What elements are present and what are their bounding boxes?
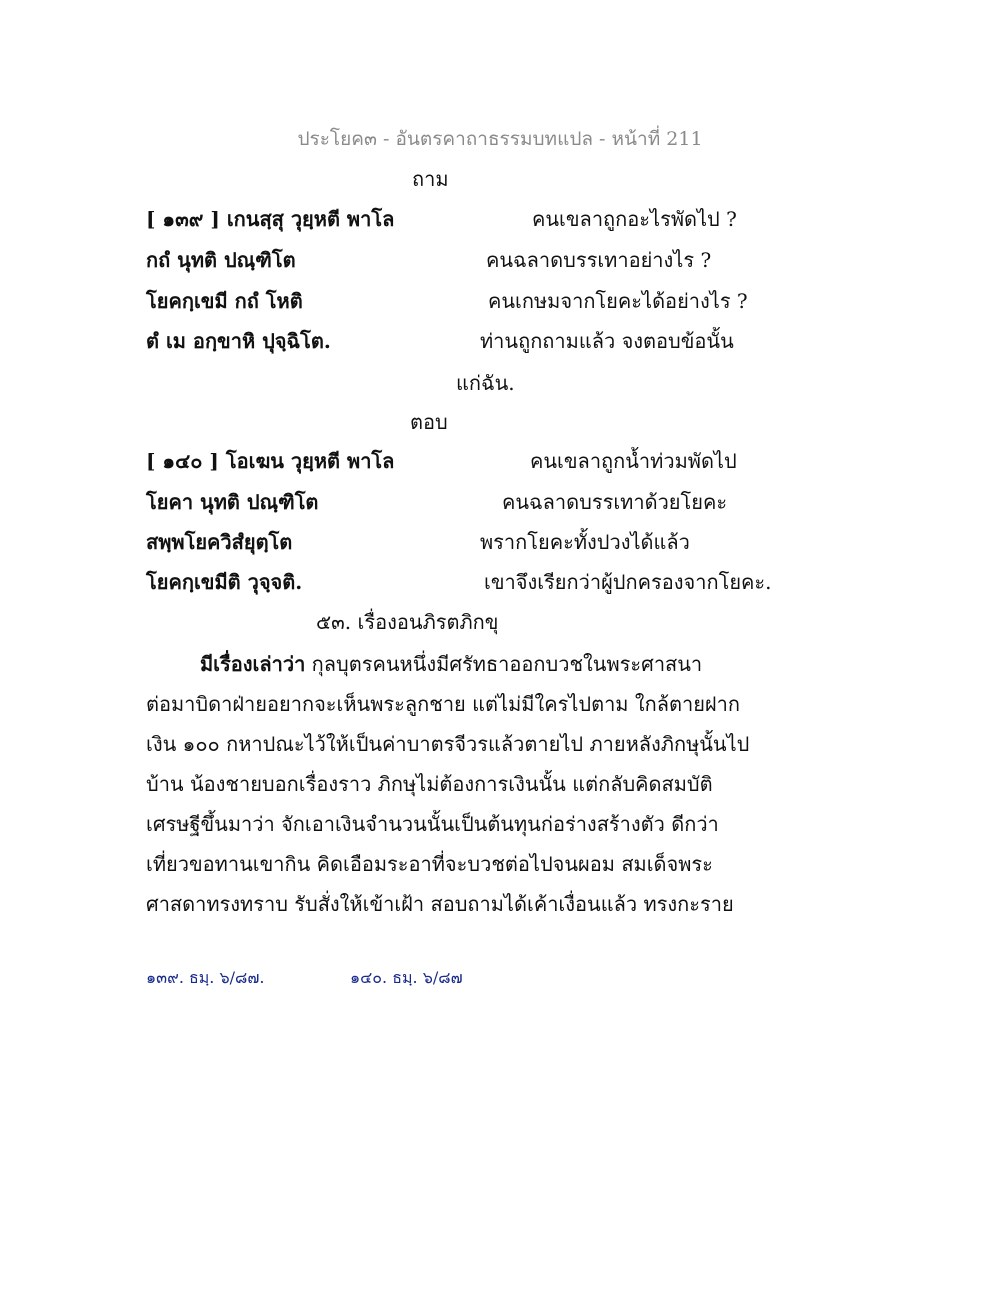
verse-139-continuation: แก่ฉัน. [456, 371, 515, 395]
verse-140-line-4-pali: โยคกฺเขมีติ วุจฺจติ. [146, 570, 303, 594]
verse-139-line-3-pali: โยคกฺเขมี กถํ โหติ [146, 289, 303, 313]
page-header: ประโยค๓ - อันตรคาถาธรรมบทแปล - หน้าที่ 211 [297, 128, 703, 150]
story-paragraph-line-1 [200, 648, 702, 680]
verse-140-line-2-thai: คนฉลาดบรรเทาด้วยโยคะ [502, 490, 728, 514]
story-paragraph-line-7: ศาสดาทรงทราบ รับสั่งให้เข้าเฝ้า สอบถามได้เค้าเงื่อนแล้ว ทรงกะราย [146, 892, 734, 916]
footnote-140: ๑๔๐. ธมฺ. ๖/๘๗ [350, 968, 463, 987]
footnote-139: ๑๓๙. ธมฺ. ๖/๘๗. [146, 968, 265, 987]
verse-140-line-1-thai: คนเขลาถูกน้ำท่วมพัดไป [530, 449, 737, 473]
story-paragraph-line-4: บ้าน น้องชายบอกเรื่องราว ภิกษุไม่ต้องการเงินนั้น แต่กลับคิดสมบัติ [146, 772, 713, 796]
story-paragraph-line-3: เงิน ๑๐๐ กหาปณะไว้ให้เป็นค่าบาตรจีวรแล้วตายไป ภายหลังภิกษุนั้นไป [146, 732, 750, 756]
verse-139-line-1-thai: คนเขลาถูกอะไรพัดไป ? [532, 207, 737, 231]
verse-140-line-2-pali: โยคา นุทติ ปณฺฑิโต [146, 490, 319, 514]
verse-140-line-3-pali: สพฺพโยควิสํยุตฺโต [146, 530, 293, 554]
story-title: ๕๓. เรื่องอนภิรตภิกขุ [316, 610, 499, 634]
story-paragraph-line-5: เศรษฐีขึ้นมาว่า จักเอาเงินจำนวนนั้นเป็นต้นทุนก่อร่างสร้างตัว ดีกว่า [146, 812, 719, 836]
verse-140-line-4-thai: เขาจึงเรียกว่าผู้ปกครองจากโยคะ. [484, 570, 772, 594]
verse-139-line-1-pali: [ ๑๓๙ ] เกนสฺสุ วุยฺหตี พาโล [146, 207, 395, 231]
verse-139-line-2-thai: คนฉลาดบรรเทาอย่างไร ? [486, 248, 712, 272]
story-paragraph-line-2: ต่อมาบิดาฝ่ายอยากจะเห็นพระลูกชาย แต่ไม่มีใครไปตาม ใกล้ตายฝาก [146, 692, 740, 716]
story-intro-bold: มีเรื่องเล่าว่า [200, 652, 306, 676]
story-paragraph-line-6: เที่ยวขอทานเขากิน คิดเอือมระอาที่จะบวชต่อไปจนผอม สมเด็จพระ [146, 852, 713, 876]
verse-139-line-4-pali: ตํ เม อกฺขาหิ ปุจฺฉิโต. [146, 329, 331, 353]
verse-139-line-3-thai: คนเกษมจากโยคะได้อย่างไร ? [488, 289, 748, 313]
answer-heading: ตอบ [410, 410, 448, 434]
verse-139-line-2-pali: กถํ นุทติ ปณฺฑิโต [146, 248, 296, 272]
story-intro-rest: กุลบุตรคนหนึ่งมีศรัทธาออกบวชในพระศาสนา [305, 652, 703, 676]
verse-140-line-1-pali: [ ๑๔๐ ] โอเฆน วุยฺหตี พาโล [146, 449, 395, 473]
verse-139-line-4-thai: ท่านถูกถามแล้ว จงตอบข้อนั้น [480, 329, 734, 353]
verse-140-line-3-thai: พรากโยคะทั้งปวงได้แล้ว [480, 530, 690, 554]
question-heading: ถาม [412, 167, 449, 191]
